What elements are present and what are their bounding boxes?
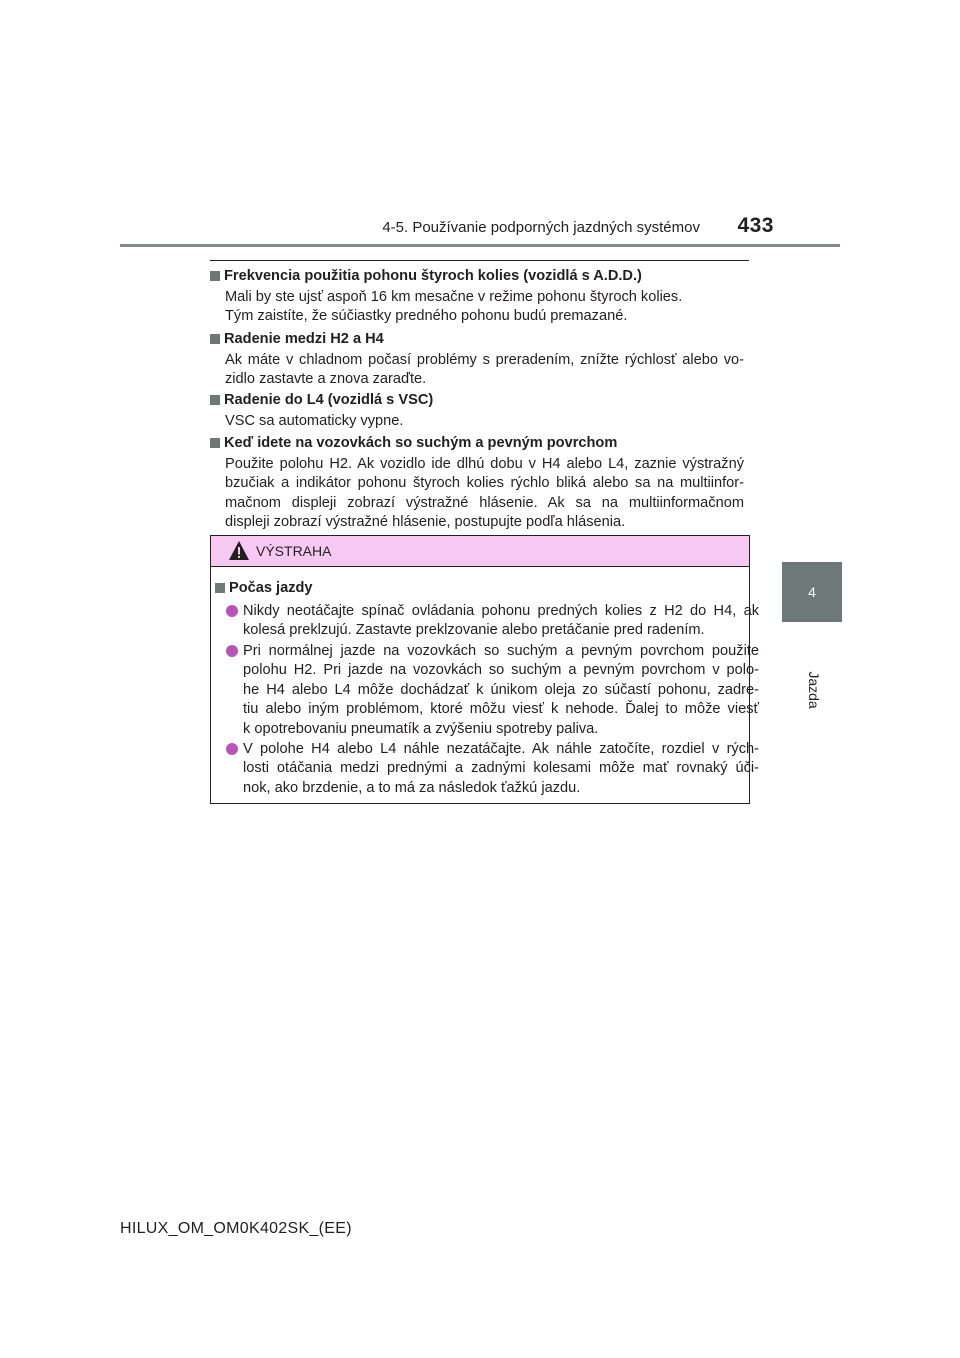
- page-number: 433: [737, 214, 774, 237]
- warning-box: [210, 535, 759, 804]
- section-heading-text: Keď idete na vozovkách so suchým a pevným povrchom: [224, 435, 618, 451]
- section-heading: [210, 433, 750, 453]
- bullet-line: V polohe H4 alebo L4 náhle nezatáčajte. Ak náhle zatočíte, rozdiel v rých-: [243, 741, 759, 757]
- section-frekvencia: [210, 266, 750, 327]
- footer-document-id: HILUX_OM_OM0K402SK_(EE): [120, 1220, 352, 1237]
- body-line: Použite polohu H2. Ak vozidlo ide dlhú dobu v H4 alebo L4, zaznie výstražný: [225, 456, 744, 472]
- square-bullet-icon: [210, 395, 220, 405]
- bullet-line: he H4 alebo L4 môže dochádzať k únikom oleja zo súčastí pohonu, zadre-: [243, 681, 759, 698]
- square-bullet-icon: [215, 583, 225, 593]
- bullet-line: tiu alebo iným problémom, ktoré môžu viesť k nehode. Ďalej to môže viesť: [243, 701, 759, 718]
- warning-triangle-icon: [228, 540, 250, 561]
- body-line: Ak máte v chladnom počasí problémy s preradením, znížte rýchlosť alebo vo-: [225, 352, 744, 368]
- section-suchy-povrch: [210, 433, 750, 533]
- square-bullet-icon: [210, 271, 220, 281]
- bullet-line: Nikdy neotáčajte spínač ovládania pohonu predných kolies z H2 do H4, ak: [243, 603, 759, 619]
- section-body: [225, 351, 744, 390]
- bullet-line: Pri normálnej jazde na vozovkách so suchým a pevným povrchom použite: [243, 643, 759, 659]
- round-bullet-icon: [226, 743, 238, 755]
- section-heading-text: Radenie do L4 (vozidlá s VSC): [224, 392, 434, 408]
- chapter-tab-number: 4: [808, 584, 816, 600]
- body-line: VSC sa automaticky vypne.: [225, 413, 404, 429]
- warning-bullet: [226, 602, 759, 641]
- bullet-text: [243, 740, 759, 798]
- bullet-line: nok, ako brzdenie, a to má za následok ťažkú jazdu.: [243, 779, 581, 796]
- warning-bullet: [226, 740, 759, 798]
- warning-title: VÝSTRAHA: [256, 543, 332, 559]
- section-heading: [210, 390, 750, 410]
- content-top-rule: [210, 260, 749, 261]
- section-body: [225, 288, 744, 327]
- chapter-tab-label: Jazda: [806, 671, 822, 709]
- body-line: Tým zaistíte, že súčiastky predného pohonu budú premazané.: [225, 308, 628, 325]
- warning-heading: [215, 578, 313, 598]
- section-radenie-h2-h4: [210, 329, 750, 390]
- chapter-tab: [782, 562, 842, 622]
- running-header-section-title: 4-5. Používanie podporných jazdných systémov: [382, 219, 700, 236]
- bullet-text: [243, 642, 759, 739]
- square-bullet-icon: [210, 334, 220, 344]
- section-heading-text: Frekvencia použitia pohonu štyroch kolies (vozidlá s A.D.D.): [224, 268, 642, 284]
- warning-bullet: [226, 642, 759, 739]
- section-radenie-l4: [210, 390, 750, 431]
- body-line: bzučiak a indikátor pohonu štyroch kolies rýchlo bliká alebo sa na multiinfor-: [225, 475, 744, 492]
- section-heading-text: Radenie medzi H2 a H4: [224, 331, 384, 347]
- square-bullet-icon: [210, 438, 220, 448]
- section-heading: [210, 329, 750, 349]
- section-heading: [210, 266, 750, 286]
- body-line: Mali by ste ujsť aspoň 16 km mesačne v režime pohonu štyroch kolies.: [225, 289, 683, 305]
- bullet-line: k opotrebovaniu pneumatík a zvýšeniu spotreby paliva.: [243, 720, 599, 737]
- header-rule: [120, 244, 840, 247]
- section-body: [225, 412, 744, 431]
- body-line: zidlo zastavte a znova zaraďte.: [225, 371, 427, 388]
- bullet-line: polohu H2. Pri jazde na vozovkách so suchým a pevným povrchom v polo-: [243, 662, 759, 679]
- bullet-line: losti otáčania medzi prednými a zadnými kolesami môže mať rovnaký úči-: [243, 760, 759, 777]
- section-body: [225, 455, 744, 533]
- round-bullet-icon: [226, 605, 238, 617]
- round-bullet-icon: [226, 645, 238, 657]
- body-line: displeji zobrazí výstražné hlásenie, postupujte podľa hlásenia.: [225, 514, 626, 531]
- warning-heading-text: Počas jazdy: [229, 580, 313, 596]
- body-line: mačnom displeji zobrazí výstražné hlásenie. Ak sa na multiinformačnom: [225, 494, 744, 511]
- bullet-text: [243, 602, 759, 641]
- bullet-line: kolesá preklzujú. Zastavte preklzovanie alebo pretáčanie pred radením.: [243, 622, 705, 639]
- warning-header: [211, 536, 749, 567]
